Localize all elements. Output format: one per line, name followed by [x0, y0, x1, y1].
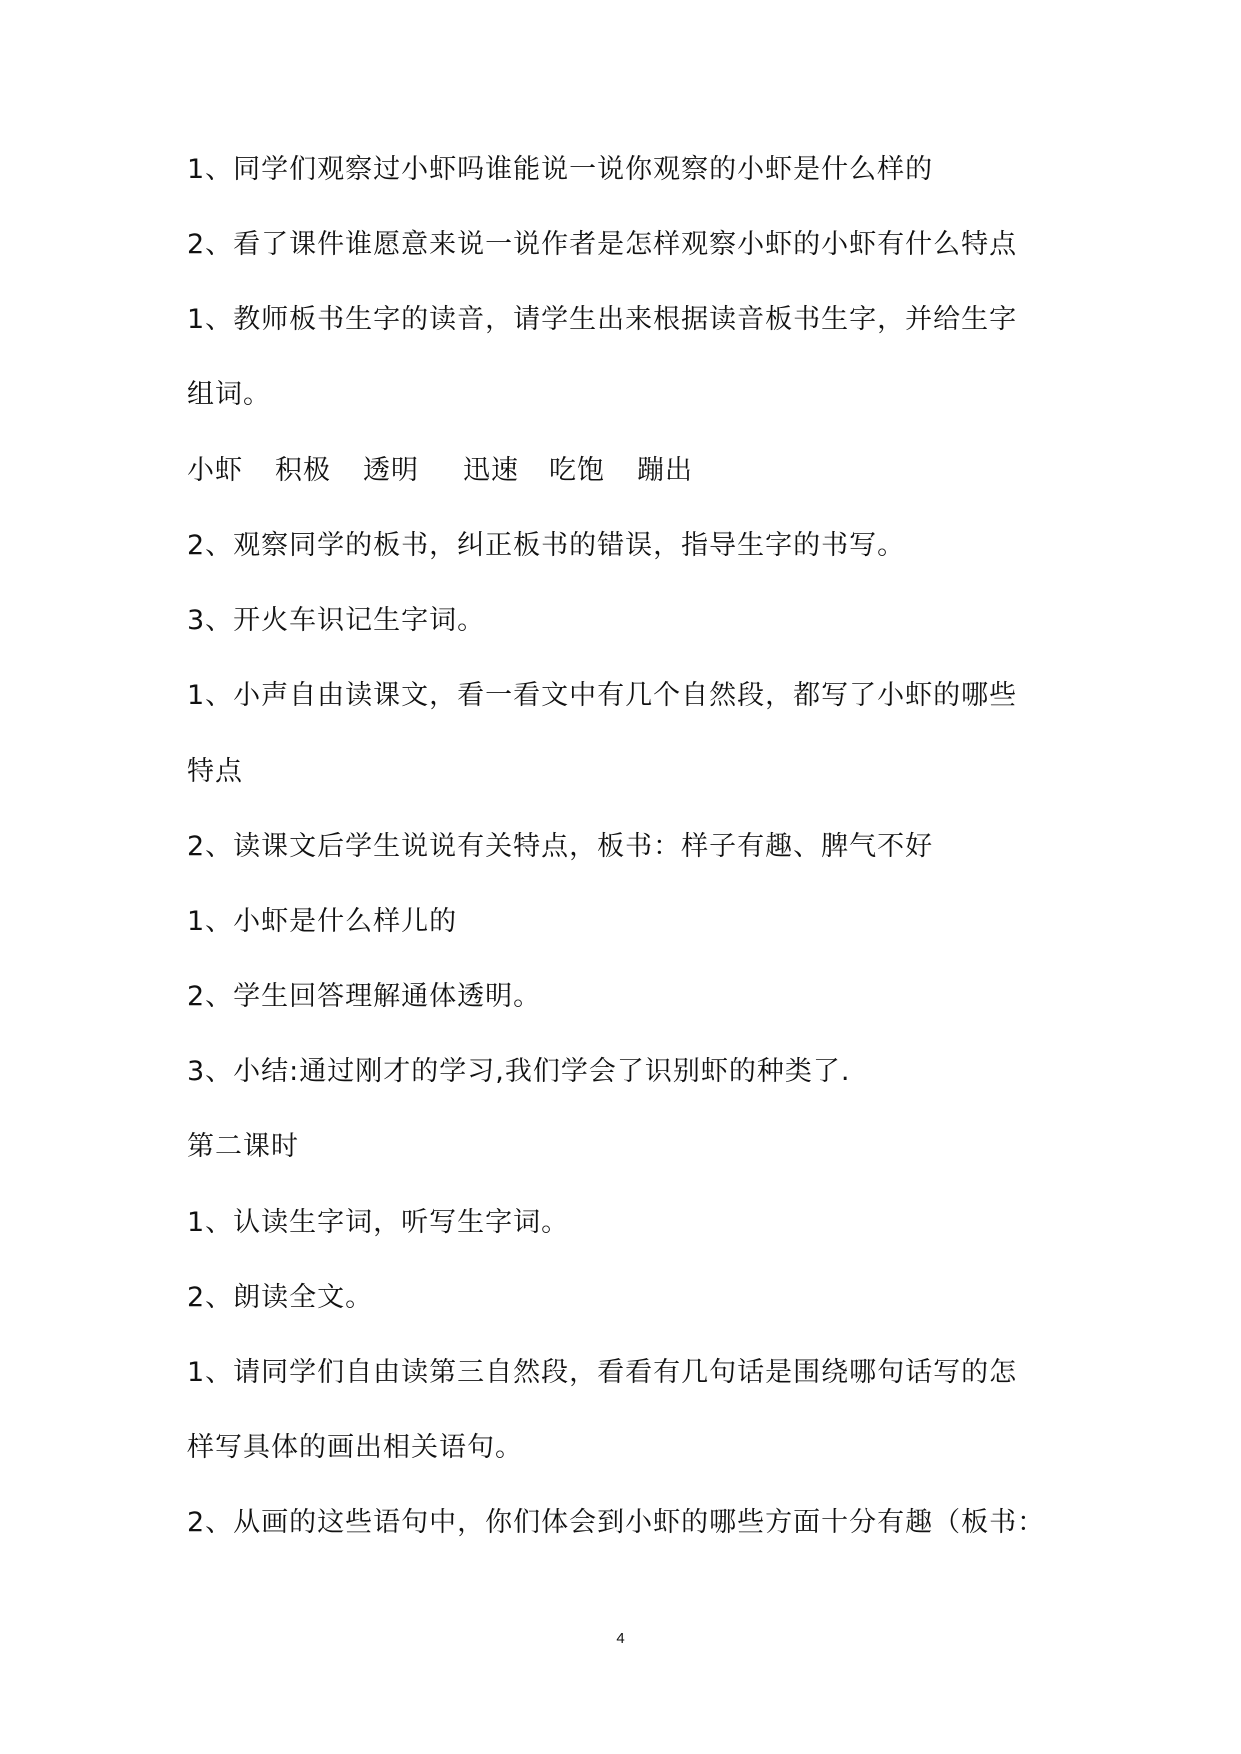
vocabulary-word: 透明 [363, 455, 419, 486]
page-number: 4 [616, 1630, 625, 1647]
text-line: 1、小虾是什么样儿的 [187, 906, 458, 937]
text-line: 3、开火车识记生字词。 [187, 605, 486, 636]
text-line: 1、请同学们自由读第三自然段，看看有几句话是围绕哪句话写的怎 [187, 1357, 1018, 1388]
vocabulary-word-list [187, 451, 1067, 491]
text-line: 1、认读生字词，听写生字词。 [187, 1207, 570, 1238]
vocabulary-word: 蹦出 [637, 455, 693, 486]
text-line: 2、读课文后学生说说有关特点，板书：样子有趣、脾气不好 [187, 831, 934, 862]
text-line: 2、学生回答理解通体透明。 [187, 981, 542, 1012]
text-line: 3、小结:通过刚才的学习,我们学会了识别虾的种类了. [187, 1056, 851, 1087]
text-line: 1、同学们观察过小虾吗谁能说一说你观察的小虾是什么样的 [187, 154, 934, 185]
section-heading: 第二课时 [187, 1131, 299, 1162]
text-line: 2、观察同学的板书，纠正板书的错误，指导生字的书写。 [187, 530, 906, 561]
vocabulary-word: 迅速 [463, 455, 519, 486]
text-line: 2、从画的这些语句中，你们体会到小虾的哪些方面十分有趣（板书： [187, 1507, 1046, 1538]
text-line: 2、朗读全文。 [187, 1282, 374, 1313]
text-line: 特点 [187, 756, 243, 787]
vocabulary-word: 积极 [275, 455, 331, 486]
vocabulary-word: 小虾 [187, 455, 243, 486]
text-line: 样写具体的画出相关语句。 [187, 1432, 523, 1463]
vocabulary-word: 吃饱 [549, 455, 605, 486]
text-line: 2、看了课件谁愿意来说一说作者是怎样观察小虾的小虾有什么特点 [187, 229, 1018, 260]
text-line: 1、小声自由读课文，看一看文中有几个自然段，都写了小虾的哪些 [187, 680, 1018, 711]
text-line: 1、教师板书生字的读音，请学生出来根据读音板书生字，并给生字 [187, 304, 1018, 335]
text-line: 组词。 [187, 379, 271, 410]
